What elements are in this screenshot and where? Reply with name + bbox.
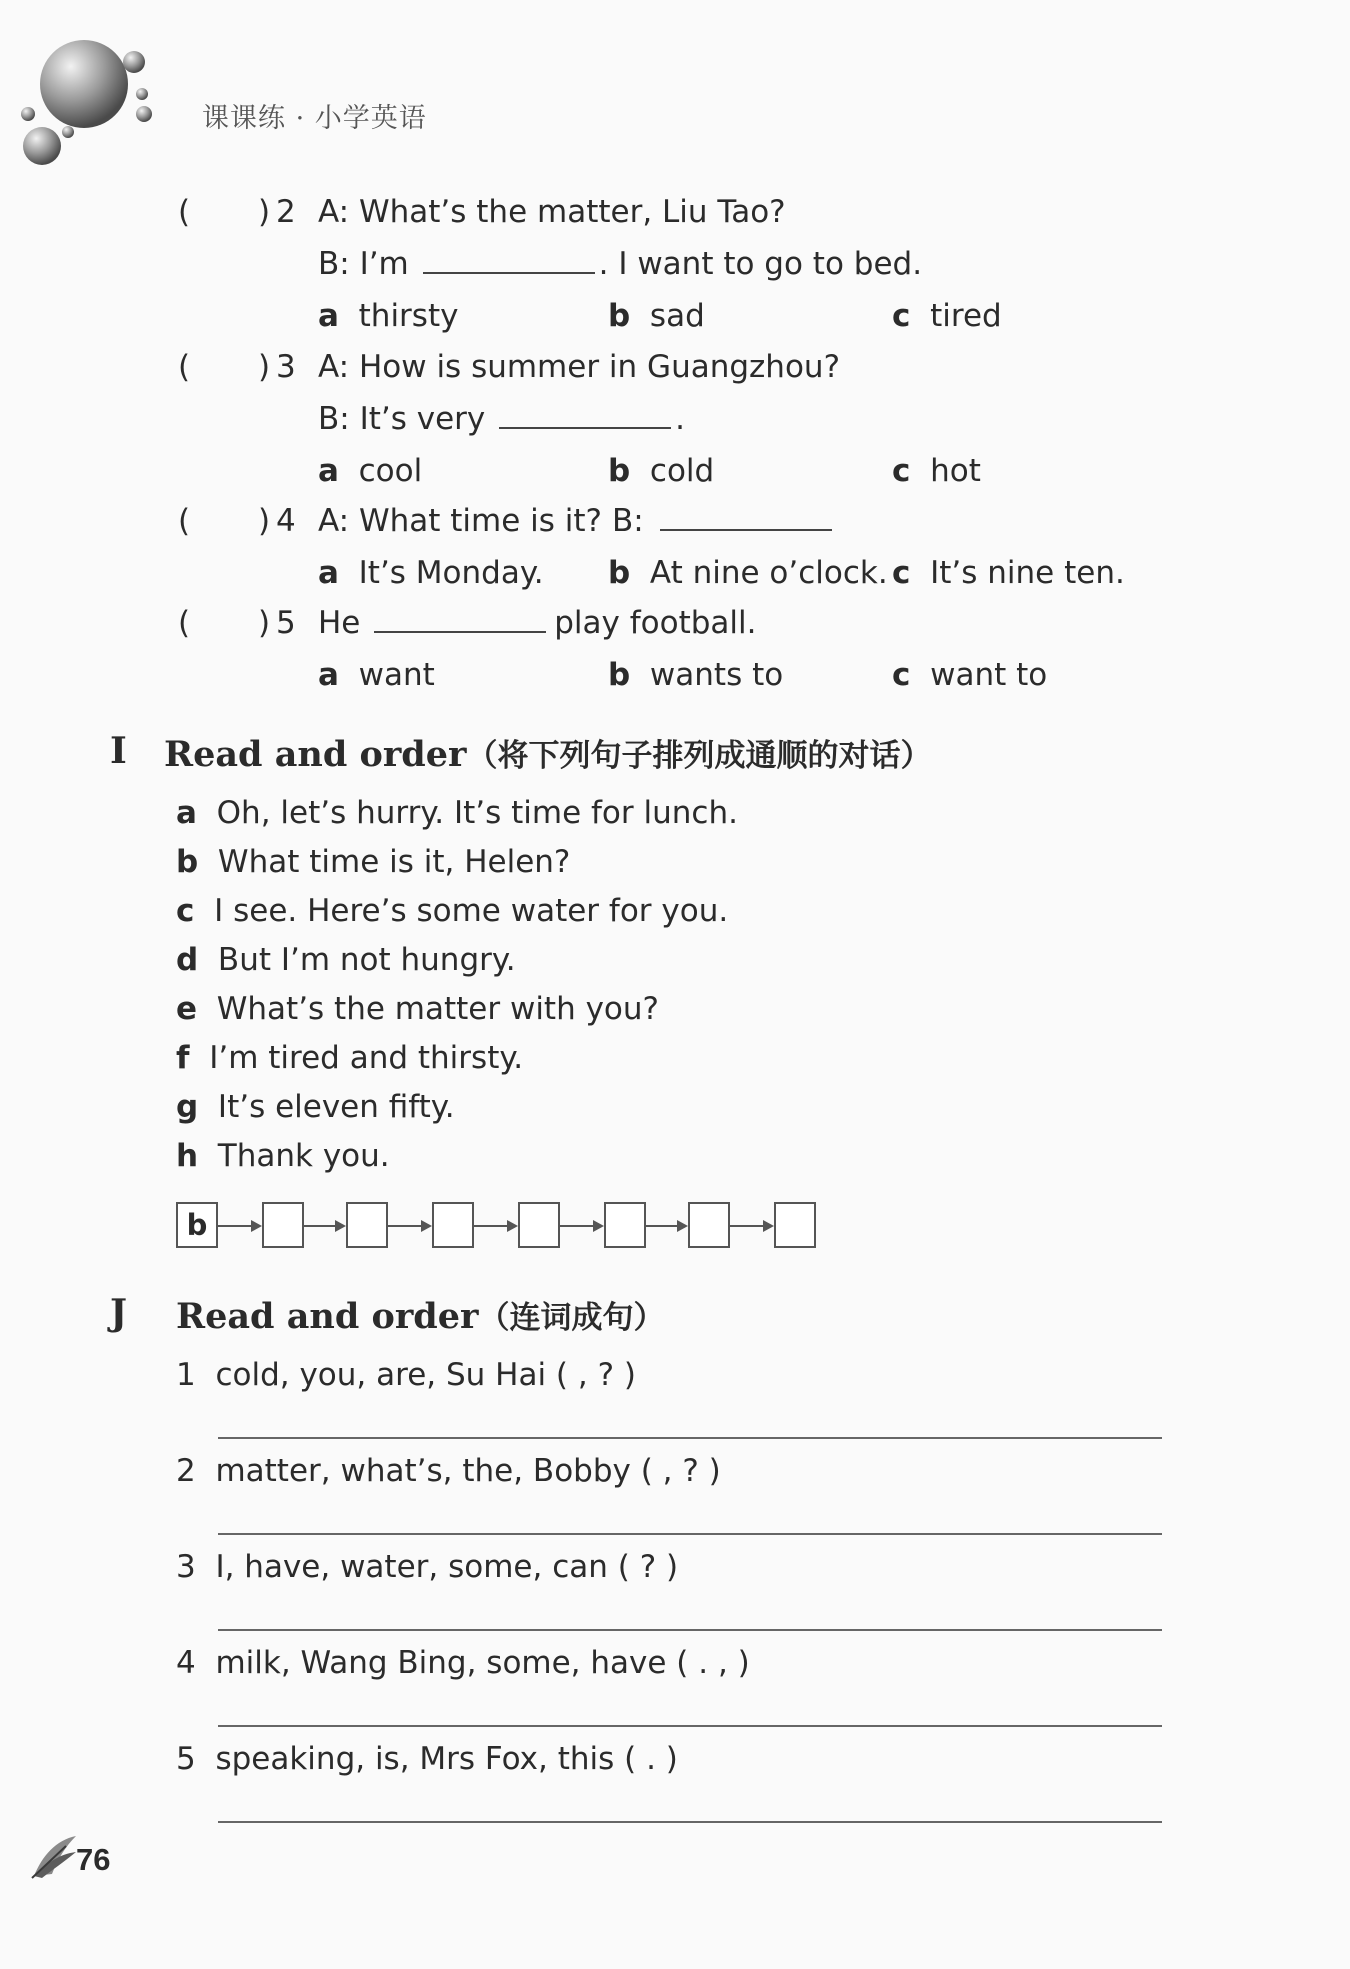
paren-close: ) — [258, 605, 271, 641]
order-box[interactable] — [262, 1202, 304, 1248]
item-number: 4 — [176, 1645, 196, 1681]
list-item — [176, 1549, 679, 1585]
option-text: sad — [649, 298, 705, 334]
option — [608, 298, 705, 334]
paren-open: ( — [178, 194, 191, 230]
question-number: 3 — [276, 349, 296, 385]
question-line — [318, 605, 757, 641]
arrow-icon — [218, 1225, 260, 1227]
section-title-en: Read and order — [176, 1296, 479, 1337]
answer-blank[interactable] — [660, 525, 832, 531]
leaf-decoration-icon — [30, 1832, 80, 1880]
option — [608, 555, 888, 591]
order-box: b — [176, 1202, 218, 1248]
arrow-icon — [474, 1225, 516, 1227]
answer-suffix: . I want to go to bed. — [598, 246, 923, 282]
option-letter: a — [318, 453, 339, 489]
list-item — [176, 1645, 750, 1681]
item-letter: h — [176, 1138, 199, 1174]
item-number: 3 — [176, 1549, 196, 1585]
item-letter: g — [176, 1089, 199, 1125]
order-box[interactable] — [604, 1202, 646, 1248]
arrow-icon — [304, 1225, 344, 1227]
item-text: speaking, is, Mrs Fox, this ( . ) — [215, 1741, 678, 1777]
answer-line[interactable] — [218, 1533, 1162, 1535]
option-text: cool — [358, 453, 423, 489]
order-box[interactable] — [774, 1202, 816, 1248]
answer-line[interactable] — [218, 1725, 1162, 1727]
question-number: 4 — [276, 503, 296, 539]
item-text: But I’m not hungry. — [217, 942, 516, 978]
paren-close: ) — [258, 194, 271, 230]
option-text: want to — [930, 657, 1048, 693]
item-text: What time is it, Helen? — [217, 844, 571, 880]
list-item — [176, 1040, 524, 1076]
paren-close: ) — [258, 349, 271, 385]
item-letter: b — [176, 844, 199, 880]
arrow-icon — [560, 1225, 602, 1227]
list-item — [176, 942, 516, 978]
item-text: I see. Here’s some water for you. — [214, 893, 729, 929]
item-letter: c — [176, 893, 195, 929]
item-text: What’s the matter with you? — [216, 991, 659, 1027]
option-letter: b — [608, 453, 631, 489]
item-number: 5 — [176, 1741, 196, 1777]
item-text: milk, Wang Bing, some, have ( . , ) — [215, 1645, 750, 1681]
item-letter: e — [176, 991, 198, 1027]
question-line — [318, 401, 685, 437]
list-item — [176, 844, 571, 880]
page-number: 76 — [76, 1842, 111, 1877]
option — [892, 298, 1002, 334]
option-letter: b — [608, 657, 631, 693]
option-text: wants to — [649, 657, 784, 693]
option-letter: b — [608, 298, 631, 334]
option-text: It’s Monday. — [358, 555, 544, 591]
option-letter: a — [318, 298, 339, 334]
list-item — [176, 1138, 390, 1174]
answer-line[interactable] — [218, 1629, 1162, 1631]
answer-line[interactable] — [218, 1821, 1162, 1823]
list-item — [176, 795, 738, 831]
item-letter: d — [176, 942, 199, 978]
answer-prefix: He — [318, 605, 361, 641]
header-title: 课课练 · 小学英语 — [202, 103, 427, 134]
answer-line[interactable] — [218, 1437, 1162, 1439]
section-letter: I — [110, 730, 127, 772]
answer-suffix: . — [675, 401, 685, 437]
answer-blank[interactable] — [499, 423, 671, 429]
option-text: hot — [930, 453, 981, 489]
paren-open: ( — [178, 503, 191, 539]
list-item — [176, 1089, 455, 1125]
list-item — [176, 893, 729, 929]
arrow-icon — [646, 1225, 686, 1227]
option — [318, 453, 423, 489]
option-text: want — [358, 657, 435, 693]
option — [892, 657, 1048, 693]
option-text: It’s nine ten. — [930, 555, 1125, 591]
arrow-icon — [730, 1225, 772, 1227]
order-box[interactable] — [432, 1202, 474, 1248]
question-line — [318, 246, 923, 282]
question-line: A: What’s the matter, Liu Tao? — [318, 194, 786, 230]
item-text: cold, you, are, Su Hai ( , ? ) — [215, 1357, 636, 1393]
answer-suffix: play football. — [554, 605, 757, 641]
item-text: matter, what’s, the, Bobby ( , ? ) — [215, 1453, 721, 1489]
item-letter: a — [176, 795, 197, 831]
option-text: cold — [649, 453, 715, 489]
item-letter: f — [176, 1040, 190, 1076]
item-text: It’s eleven fifty. — [217, 1089, 455, 1125]
bubbles-decoration-icon — [18, 40, 168, 170]
item-text: I, have, water, some, can ( ? ) — [215, 1549, 679, 1585]
question-number: 2 — [276, 194, 296, 230]
order-box[interactable] — [688, 1202, 730, 1248]
section-title-en: Read and order — [164, 734, 467, 775]
answer-blank[interactable] — [423, 268, 595, 274]
section-title-cn: （连词成句） — [478, 1300, 665, 1336]
paren-open: ( — [178, 605, 191, 641]
section-title-cn: （将下列句子排列成通顺的对话） — [466, 738, 932, 774]
option-letter: b — [608, 555, 631, 591]
answer-prefix: B: It’s very — [318, 401, 486, 437]
list-item — [176, 1453, 721, 1489]
item-text: Oh, let’s hurry. It’s time for lunch. — [216, 795, 738, 831]
answer-prefix: B: I’m — [318, 246, 409, 282]
option-letter: c — [892, 298, 911, 334]
question-line: A: What time is it? — [318, 503, 602, 539]
option-text: thirsty — [358, 298, 459, 334]
option — [318, 555, 544, 591]
option — [892, 555, 1125, 591]
option — [608, 453, 715, 489]
question-line: A: How is summer in Guangzhou? — [318, 349, 841, 385]
section-title — [176, 1292, 664, 1337]
paren-open: ( — [178, 349, 191, 385]
arrow-icon — [388, 1225, 430, 1227]
section-letter: J — [110, 1292, 128, 1334]
option-letter: c — [892, 453, 911, 489]
option — [608, 657, 784, 693]
option-letter: c — [892, 555, 911, 591]
option-text: At nine o’clock. — [649, 555, 888, 591]
answer-blank[interactable] — [374, 627, 546, 633]
paren-close: ) — [258, 503, 271, 539]
list-item — [176, 991, 659, 1027]
option-letter: c — [892, 657, 911, 693]
option — [892, 453, 981, 489]
list-item — [176, 1357, 636, 1393]
list-item — [176, 1741, 678, 1777]
item-number: 2 — [176, 1453, 196, 1489]
option-letter: a — [318, 657, 339, 693]
option — [318, 657, 435, 693]
option — [318, 298, 459, 334]
order-box[interactable] — [518, 1202, 560, 1248]
item-number: 1 — [176, 1357, 196, 1393]
answer-prefix: B: — [612, 503, 644, 539]
section-title — [164, 730, 931, 775]
option-letter: a — [318, 555, 339, 591]
item-text: Thank you. — [217, 1138, 390, 1174]
question-number: 5 — [276, 605, 296, 641]
question-line — [612, 503, 832, 539]
option-text: tired — [930, 298, 1002, 334]
order-box[interactable] — [346, 1202, 388, 1248]
item-text: I’m tired and thirsty. — [209, 1040, 524, 1076]
